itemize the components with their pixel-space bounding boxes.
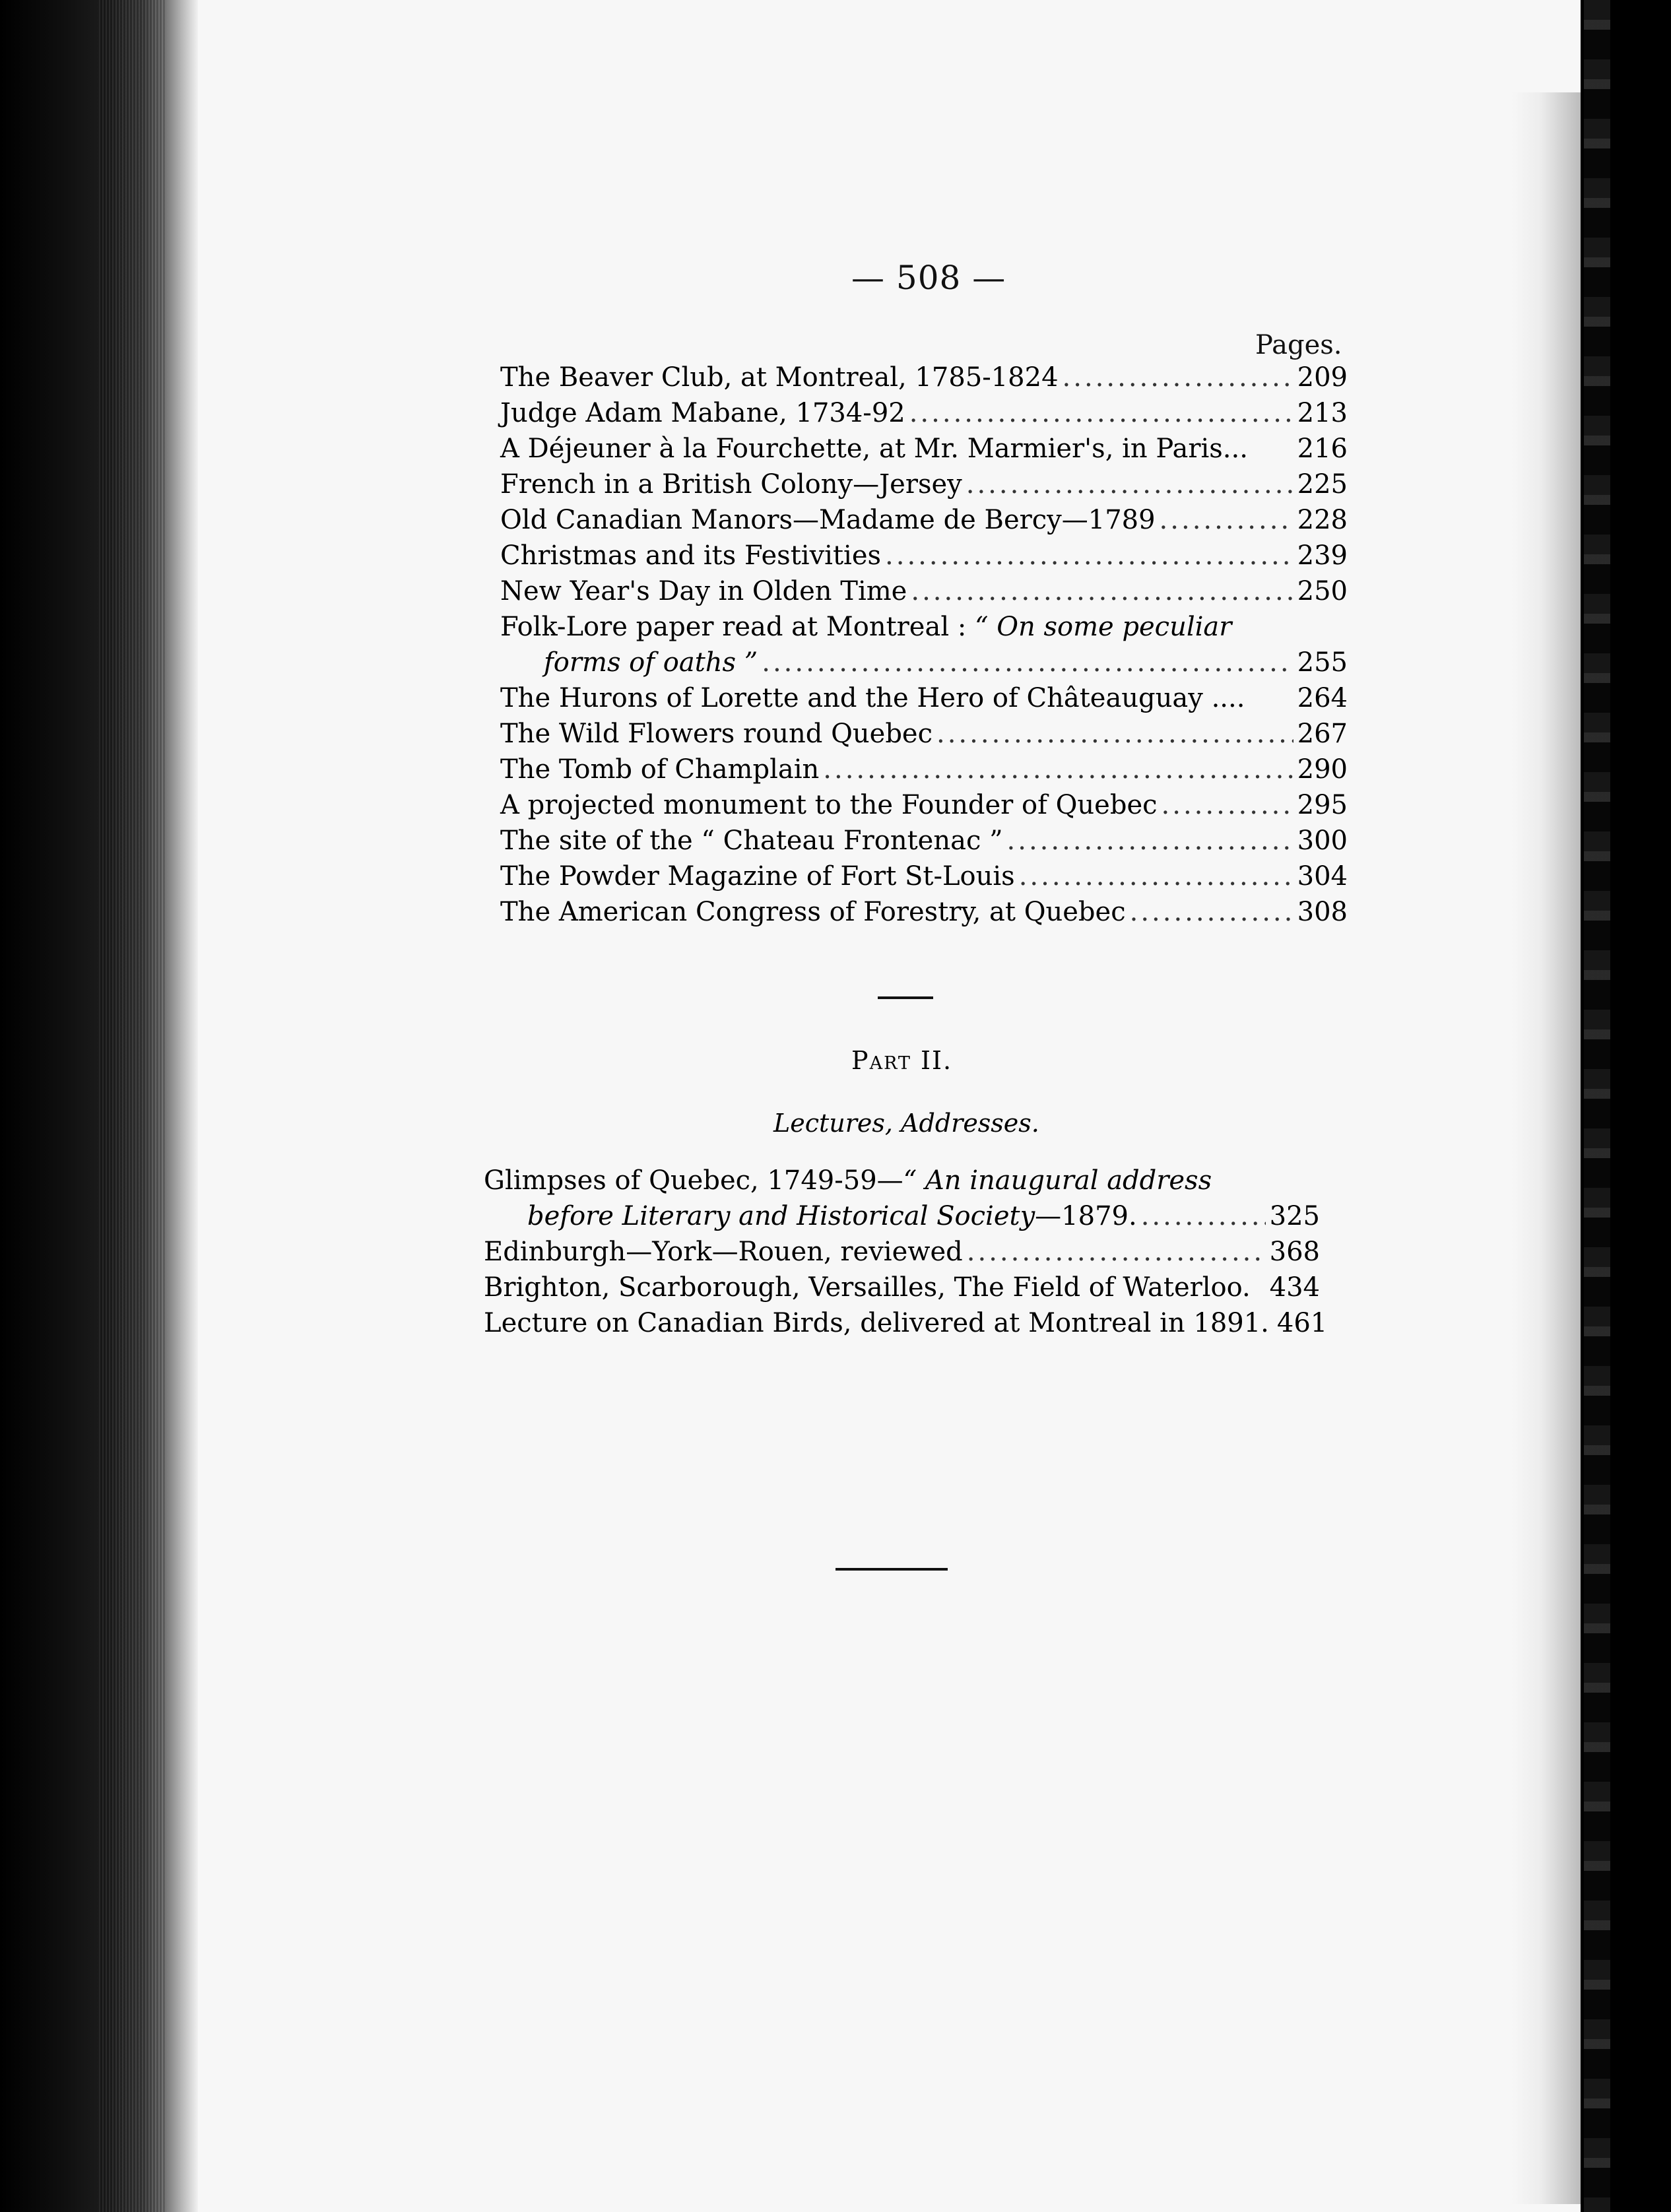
toc-entry[interactable] [500, 431, 1348, 467]
leader-dots [966, 467, 1294, 502]
toc-entry-title [500, 609, 1231, 645]
leader-dots [823, 752, 1293, 787]
tear-texture [1584, 0, 1610, 2212]
toc-entry-title [484, 1163, 1212, 1198]
toc-entry[interactable] [500, 716, 1348, 752]
toc-entry-page: 368 [1269, 1237, 1320, 1267]
toc-entry-title: French in a British Colony—Jersey [500, 469, 962, 500]
toc-entry[interactable] [500, 859, 1348, 894]
toc-part-two [484, 1163, 1328, 1341]
toc-entry-page: 239 [1297, 540, 1348, 571]
toc-entry-title: The Tomb of Champlain [500, 754, 820, 785]
leader-dots [1162, 787, 1294, 823]
toc-entry-title: The Hurons of Lorette and the Hero of Châteauguay .... [500, 683, 1245, 713]
leader-dots [911, 573, 1293, 609]
toc-entry-page: 250 [1297, 576, 1348, 606]
leader-dots [1007, 823, 1294, 859]
toc-entry-title: Lecture on Canadian Birds, delivered at Montreal in 1891. [484, 1308, 1269, 1338]
leader-dots [1160, 502, 1294, 538]
toc-entry-continuation[interactable] [500, 645, 1348, 680]
toc-entry-page: 461 [1276, 1308, 1328, 1338]
leader-dots [1063, 360, 1294, 395]
torn-page-edge [1511, 92, 1584, 2204]
leader-dots [1019, 859, 1294, 894]
toc-entry-title: Brighton, Scarborough, Versailles, The Field of Waterloo. [484, 1272, 1251, 1303]
end-divider [836, 1568, 948, 1571]
toc-entry-title: Judge Adam Mabane, 1734-92 [500, 398, 905, 428]
toc-entry-title-italic: “ On some peculiar [975, 612, 1232, 642]
toc-entry-title: New Year's Day in Olden Time [500, 576, 907, 606]
toc-entry-page: 304 [1297, 861, 1348, 892]
toc-entry[interactable] [500, 823, 1348, 859]
toc-entry-page: 255 [1297, 647, 1348, 678]
leader-dots [1130, 894, 1294, 930]
toc-entry-page: 434 [1269, 1272, 1320, 1303]
toc-entry-title-italic: forms of oaths ” [544, 647, 758, 678]
toc-entry-title: A projected monument to the Founder of Quebec [500, 790, 1158, 820]
toc-entry-title: Christmas and its Festivities [500, 540, 882, 571]
toc-entry[interactable] [484, 1163, 1320, 1198]
toc-entry-title: A Déjeuner à la Fourchette, at Mr. Marmier's, in Paris... [500, 434, 1248, 464]
toc-entry-page: 228 [1297, 505, 1348, 535]
toc-entry[interactable] [500, 787, 1348, 823]
leader-dots [1141, 1198, 1266, 1234]
toc-entry-title: The Powder Magazine of Fort St-Louis [500, 861, 1015, 892]
toc-entry-page: 300 [1297, 826, 1348, 856]
binding-texture [99, 0, 165, 2212]
part-two-heading: Part II. [851, 1046, 953, 1075]
toc-entry-title-italic: “ An inaugural address [903, 1165, 1212, 1196]
toc-entry-title: The Wild Flowers round Quebec [500, 719, 933, 749]
toc-entry-title [527, 1198, 1137, 1234]
toc-entry[interactable] [500, 538, 1348, 573]
toc-entry-page: 295 [1297, 790, 1348, 820]
toc-entry-title: Old Canadian Manors—Madame de Bercy—1789 [500, 505, 1156, 535]
toc-entry[interactable] [500, 467, 1348, 502]
toc-entry-page: 216 [1297, 434, 1348, 464]
pages-column-heading: Pages. [1255, 330, 1342, 360]
toc-entry[interactable] [500, 573, 1348, 609]
toc-entry[interactable] [500, 609, 1348, 645]
toc-entry-page: 308 [1297, 897, 1348, 927]
toc-entry-page: 209 [1297, 362, 1348, 393]
toc-entry-title-italic: before Literary and Historical Society [527, 1201, 1035, 1231]
toc-entry-title: Edinburgh—York—Rouen, reviewed [484, 1237, 963, 1267]
leader-dots [762, 645, 1293, 680]
leader-dots [885, 538, 1294, 573]
toc-entry-title: The site of the “ Chateau Frontenac ” [500, 826, 1003, 856]
toc-entry[interactable] [484, 1234, 1320, 1270]
toc-entry[interactable] [500, 395, 1348, 431]
leader-dots [936, 716, 1294, 752]
toc-entry-page: 267 [1297, 719, 1348, 749]
toc-entry-title-roman: —1879. [1035, 1201, 1137, 1231]
toc-entry[interactable] [500, 680, 1348, 716]
toc-entry-page: 290 [1297, 754, 1348, 785]
section-divider [878, 996, 933, 999]
toc-entry[interactable] [500, 894, 1348, 930]
toc-entry-page: 325 [1269, 1201, 1320, 1231]
toc-entry-title: The Beaver Club, at Montreal, 1785-1824 [500, 362, 1059, 393]
toc-entry[interactable] [500, 360, 1348, 395]
toc-entry[interactable] [484, 1270, 1320, 1305]
page-sheet [165, 0, 1617, 2212]
toc-entry-continuation[interactable] [484, 1198, 1320, 1234]
toc-entry-title [544, 645, 758, 680]
toc-entry-title-roman: Glimpses of Quebec, 1749-59— [484, 1165, 903, 1196]
toc-entry-title-roman: Folk-Lore paper read at Montreal : [500, 612, 967, 642]
toc-entry-page: 213 [1297, 398, 1348, 428]
toc-entry-title: The American Congress of Forestry, at Quebec [500, 897, 1126, 927]
toc-entry-page: 225 [1297, 469, 1348, 500]
page-number: — 508 — [851, 259, 1006, 297]
toc-entry[interactable] [500, 752, 1348, 787]
toc-entry[interactable] [500, 502, 1348, 538]
part-two-subheading: Lectures, Addresses. [773, 1109, 1039, 1138]
toc-entry[interactable] [484, 1305, 1328, 1341]
toc-part-one [500, 360, 1348, 930]
leader-dots [909, 395, 1294, 431]
toc-entry-page: 264 [1297, 683, 1348, 713]
leader-dots [967, 1234, 1266, 1270]
